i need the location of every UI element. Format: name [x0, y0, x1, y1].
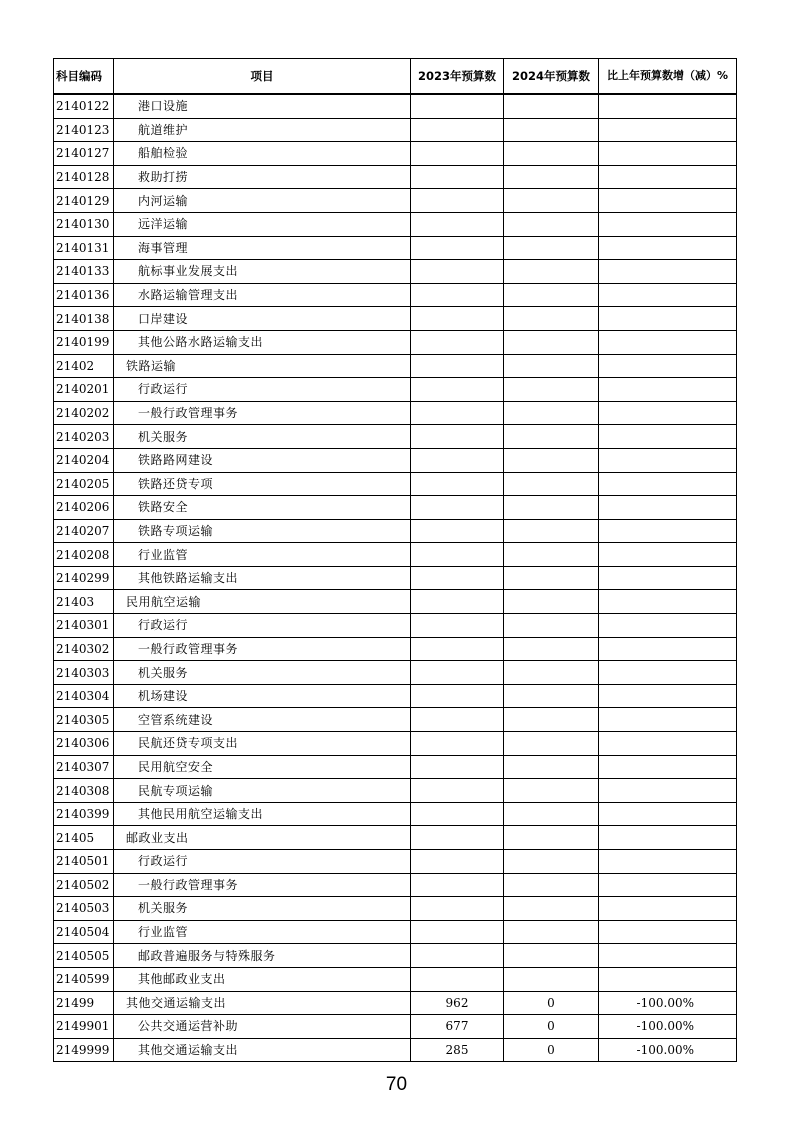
row-code: 2140206	[54, 496, 114, 520]
table-row	[54, 967, 737, 991]
row-2024-value	[504, 189, 599, 213]
row-2024-value	[504, 496, 599, 520]
row-2024-value	[504, 378, 599, 402]
row-item-name: 其他公路水路运输支出	[114, 330, 411, 354]
row-2023-value	[411, 920, 504, 944]
table-row	[54, 873, 737, 897]
row-2024-value	[504, 944, 599, 968]
table-row	[54, 378, 737, 402]
row-item-name: 船舶检验	[114, 142, 411, 166]
row-item-name: 航标事业发展支出	[114, 260, 411, 284]
row-2024-value	[504, 519, 599, 543]
table-row	[54, 802, 737, 826]
row-code: 2140122	[54, 94, 114, 118]
row-2023-value	[411, 566, 504, 590]
row-item-name: 一般行政管理事务	[114, 873, 411, 897]
row-code: 2140131	[54, 236, 114, 260]
table-row	[54, 496, 737, 520]
row-2024-value	[504, 401, 599, 425]
table-row	[54, 425, 737, 449]
row-2024-value	[504, 920, 599, 944]
row-code: 2140127	[54, 142, 114, 166]
row-2024-value	[504, 967, 599, 991]
table-row	[54, 519, 737, 543]
page-number: 70	[385, 1074, 408, 1095]
row-2023-value	[411, 590, 504, 614]
row-2023-value	[411, 212, 504, 236]
row-code: 21405	[54, 826, 114, 850]
row-code: 2140503	[54, 897, 114, 921]
row-2024-value	[504, 708, 599, 732]
row-change-pct	[599, 260, 737, 284]
row-code: 2149901	[54, 1015, 114, 1039]
row-2023-value	[411, 425, 504, 449]
row-item-name: 铁路专项运输	[114, 519, 411, 543]
table-row	[54, 614, 737, 638]
row-code: 2140202	[54, 401, 114, 425]
row-2024-value	[504, 614, 599, 638]
row-item-name: 机关服务	[114, 661, 411, 685]
row-2023-value: 677	[411, 1015, 504, 1039]
row-code: 2140302	[54, 637, 114, 661]
row-code: 2140129	[54, 189, 114, 213]
row-code: 2140207	[54, 519, 114, 543]
row-change-pct	[599, 354, 737, 378]
table-row	[54, 543, 737, 567]
row-item-name: 空管系统建设	[114, 708, 411, 732]
row-item-name: 一般行政管理事务	[114, 401, 411, 425]
table-row	[54, 401, 737, 425]
row-code: 2140301	[54, 614, 114, 638]
row-2024-value	[504, 661, 599, 685]
row-code: 2140203	[54, 425, 114, 449]
row-2024-value: 0	[504, 1038, 599, 1062]
row-code: 2140304	[54, 684, 114, 708]
row-item-name: 远洋运输	[114, 212, 411, 236]
table-row	[54, 920, 737, 944]
table-row	[54, 637, 737, 661]
row-change-pct	[599, 307, 737, 331]
row-change-pct	[599, 118, 737, 142]
row-item-name: 水路运输管理支出	[114, 283, 411, 307]
row-2024-value	[504, 212, 599, 236]
row-2023-value	[411, 94, 504, 118]
row-item-name: 铁路运输	[114, 354, 411, 378]
row-2023-value	[411, 519, 504, 543]
header-2024: 2024年预算数	[504, 59, 599, 95]
table-row	[54, 779, 737, 803]
row-2023-value	[411, 354, 504, 378]
row-code: 2140208	[54, 543, 114, 567]
row-change-pct	[599, 496, 737, 520]
row-code: 2140133	[54, 260, 114, 284]
table-row	[54, 755, 737, 779]
row-2023-value	[411, 684, 504, 708]
row-item-name: 内河运输	[114, 189, 411, 213]
row-item-name: 机关服务	[114, 897, 411, 921]
table-row	[54, 354, 737, 378]
table-row	[54, 94, 737, 118]
row-code: 2140128	[54, 165, 114, 189]
table-row	[54, 236, 737, 260]
row-item-name: 公共交通运营补助	[114, 1015, 411, 1039]
row-2024-value	[504, 142, 599, 166]
row-code: 2149999	[54, 1038, 114, 1062]
row-code: 2140204	[54, 448, 114, 472]
row-2023-value	[411, 142, 504, 166]
table-row	[54, 944, 737, 968]
row-2023-value: 285	[411, 1038, 504, 1062]
row-2023-value	[411, 448, 504, 472]
row-code: 2140306	[54, 732, 114, 756]
row-code: 21402	[54, 354, 114, 378]
row-item-name: 海事管理	[114, 236, 411, 260]
table-row	[54, 142, 737, 166]
row-item-name: 其他交通运输支出	[114, 991, 411, 1015]
row-item-name: 行业监管	[114, 920, 411, 944]
table-row	[54, 165, 737, 189]
row-change-pct	[599, 94, 737, 118]
row-2023-value	[411, 283, 504, 307]
row-change-pct	[599, 448, 737, 472]
row-item-name: 其他交通运输支出	[114, 1038, 411, 1062]
row-2023-value	[411, 708, 504, 732]
row-change-pct	[599, 708, 737, 732]
table-row	[54, 448, 737, 472]
row-2024-value	[504, 472, 599, 496]
row-2024-value	[504, 448, 599, 472]
row-item-name: 铁路安全	[114, 496, 411, 520]
row-2023-value	[411, 614, 504, 638]
row-change-pct	[599, 236, 737, 260]
row-item-name: 救助打捞	[114, 165, 411, 189]
row-2024-value	[504, 684, 599, 708]
table-row	[54, 850, 737, 874]
row-2024-value	[504, 779, 599, 803]
row-2024-value	[504, 755, 599, 779]
header-2023: 2023年预算数	[411, 59, 504, 95]
row-2024-value	[504, 307, 599, 331]
row-item-name: 民航还贷专项支出	[114, 732, 411, 756]
row-2024-value	[504, 165, 599, 189]
header-item: 项目	[114, 59, 411, 95]
row-2024-value	[504, 826, 599, 850]
row-2023-value	[411, 401, 504, 425]
table-row	[54, 590, 737, 614]
row-2024-value	[504, 543, 599, 567]
row-change-pct	[599, 142, 737, 166]
row-2024-value	[504, 802, 599, 826]
row-2024-value	[504, 637, 599, 661]
row-code: 2140308	[54, 779, 114, 803]
table-row	[54, 1038, 737, 1062]
row-item-name: 其他邮政业支出	[114, 967, 411, 991]
row-2024-value: 0	[504, 1015, 599, 1039]
row-item-name: 口岸建设	[114, 307, 411, 331]
budget-table	[53, 58, 737, 1062]
row-code: 21403	[54, 590, 114, 614]
row-change-pct: -100.00%	[599, 1038, 737, 1062]
row-item-name: 行政运行	[114, 850, 411, 874]
row-change-pct	[599, 826, 737, 850]
table-row	[54, 897, 737, 921]
row-2023-value	[411, 472, 504, 496]
row-item-name: 行业监管	[114, 543, 411, 567]
table-row	[54, 212, 737, 236]
row-change-pct	[599, 519, 737, 543]
row-change-pct	[599, 283, 737, 307]
row-change-pct	[599, 566, 737, 590]
row-2023-value: 962	[411, 991, 504, 1015]
row-2023-value	[411, 755, 504, 779]
row-change-pct	[599, 189, 737, 213]
row-2023-value	[411, 850, 504, 874]
row-change-pct	[599, 472, 737, 496]
row-item-name: 一般行政管理事务	[114, 637, 411, 661]
row-change-pct	[599, 897, 737, 921]
row-change-pct	[599, 165, 737, 189]
row-change-pct	[599, 967, 737, 991]
table-row	[54, 566, 737, 590]
table-row	[54, 472, 737, 496]
row-2023-value	[411, 661, 504, 685]
row-code: 2140305	[54, 708, 114, 732]
row-2023-value	[411, 260, 504, 284]
row-2024-value	[504, 260, 599, 284]
row-item-name: 行政运行	[114, 614, 411, 638]
table-row	[54, 826, 737, 850]
row-item-name: 民航专项运输	[114, 779, 411, 803]
row-2024-value	[504, 283, 599, 307]
row-2024-value	[504, 118, 599, 142]
row-item-name: 邮政业支出	[114, 826, 411, 850]
table-row	[54, 732, 737, 756]
row-2024-value	[504, 897, 599, 921]
row-code: 2140299	[54, 566, 114, 590]
row-2024-value	[504, 94, 599, 118]
row-change-pct	[599, 944, 737, 968]
row-item-name: 民用航空运输	[114, 590, 411, 614]
row-change-pct	[599, 779, 737, 803]
row-change-pct	[599, 425, 737, 449]
row-2023-value	[411, 637, 504, 661]
row-change-pct	[599, 802, 737, 826]
row-item-name: 机关服务	[114, 425, 411, 449]
table-row	[54, 118, 737, 142]
row-code: 2140136	[54, 283, 114, 307]
row-2024-value	[504, 425, 599, 449]
row-2023-value	[411, 330, 504, 354]
row-2023-value	[411, 189, 504, 213]
row-change-pct	[599, 401, 737, 425]
row-item-name: 铁路还贷专项	[114, 472, 411, 496]
row-change-pct	[599, 684, 737, 708]
header-change-pct: 比上年预算数增（减）%	[599, 59, 737, 95]
header-code: 科目编码	[54, 59, 114, 95]
row-item-name: 邮政普遍服务与特殊服务	[114, 944, 411, 968]
row-2023-value	[411, 944, 504, 968]
row-2024-value	[504, 566, 599, 590]
row-2024-value	[504, 850, 599, 874]
row-2023-value	[411, 543, 504, 567]
row-2024-value	[504, 330, 599, 354]
row-2023-value	[411, 378, 504, 402]
row-item-name: 铁路路网建设	[114, 448, 411, 472]
row-code: 2140505	[54, 944, 114, 968]
table-row	[54, 189, 737, 213]
row-code: 2140123	[54, 118, 114, 142]
row-item-name: 民用航空安全	[114, 755, 411, 779]
row-2023-value	[411, 236, 504, 260]
row-2024-value: 0	[504, 991, 599, 1015]
row-change-pct	[599, 212, 737, 236]
table-row	[54, 307, 737, 331]
row-change-pct	[599, 661, 737, 685]
table-row	[54, 283, 737, 307]
row-change-pct	[599, 873, 737, 897]
row-code: 2140130	[54, 212, 114, 236]
row-code: 2140199	[54, 330, 114, 354]
row-2023-value	[411, 826, 504, 850]
row-item-name: 港口设施	[114, 94, 411, 118]
row-change-pct	[599, 614, 737, 638]
row-code: 2140502	[54, 873, 114, 897]
row-code: 2140599	[54, 967, 114, 991]
table-row	[54, 708, 737, 732]
row-change-pct	[599, 543, 737, 567]
row-2023-value	[411, 732, 504, 756]
row-code: 2140501	[54, 850, 114, 874]
table-row	[54, 684, 737, 708]
row-change-pct	[599, 920, 737, 944]
row-item-name: 航道维护	[114, 118, 411, 142]
row-2023-value	[411, 307, 504, 331]
row-code: 2140504	[54, 920, 114, 944]
row-2024-value	[504, 732, 599, 756]
row-code: 21499	[54, 991, 114, 1015]
table-row	[54, 661, 737, 685]
row-change-pct	[599, 330, 737, 354]
row-2023-value	[411, 802, 504, 826]
row-2023-value	[411, 873, 504, 897]
row-2024-value	[504, 236, 599, 260]
table-row	[54, 991, 737, 1015]
table-row	[54, 1015, 737, 1039]
row-change-pct: -100.00%	[599, 1015, 737, 1039]
row-2023-value	[411, 779, 504, 803]
row-item-name: 机场建设	[114, 684, 411, 708]
row-code: 2140138	[54, 307, 114, 331]
row-item-name: 行政运行	[114, 378, 411, 402]
row-change-pct	[599, 755, 737, 779]
row-code: 2140399	[54, 802, 114, 826]
row-2024-value	[504, 590, 599, 614]
table-body	[54, 94, 737, 1062]
row-code: 2140201	[54, 378, 114, 402]
row-change-pct: -100.00%	[599, 991, 737, 1015]
row-2023-value	[411, 165, 504, 189]
row-2023-value	[411, 897, 504, 921]
row-code: 2140307	[54, 755, 114, 779]
row-code: 2140303	[54, 661, 114, 685]
row-2024-value	[504, 354, 599, 378]
row-2023-value	[411, 118, 504, 142]
row-item-name: 其他铁路运输支出	[114, 566, 411, 590]
table-row	[54, 330, 737, 354]
row-change-pct	[599, 590, 737, 614]
row-2024-value	[504, 873, 599, 897]
row-item-name: 其他民用航空运输支出	[114, 802, 411, 826]
row-change-pct	[599, 637, 737, 661]
table-row	[54, 260, 737, 284]
row-2023-value	[411, 967, 504, 991]
row-change-pct	[599, 732, 737, 756]
row-change-pct	[599, 378, 737, 402]
header-row	[54, 59, 737, 95]
row-2023-value	[411, 496, 504, 520]
row-code: 2140205	[54, 472, 114, 496]
row-change-pct	[599, 850, 737, 874]
